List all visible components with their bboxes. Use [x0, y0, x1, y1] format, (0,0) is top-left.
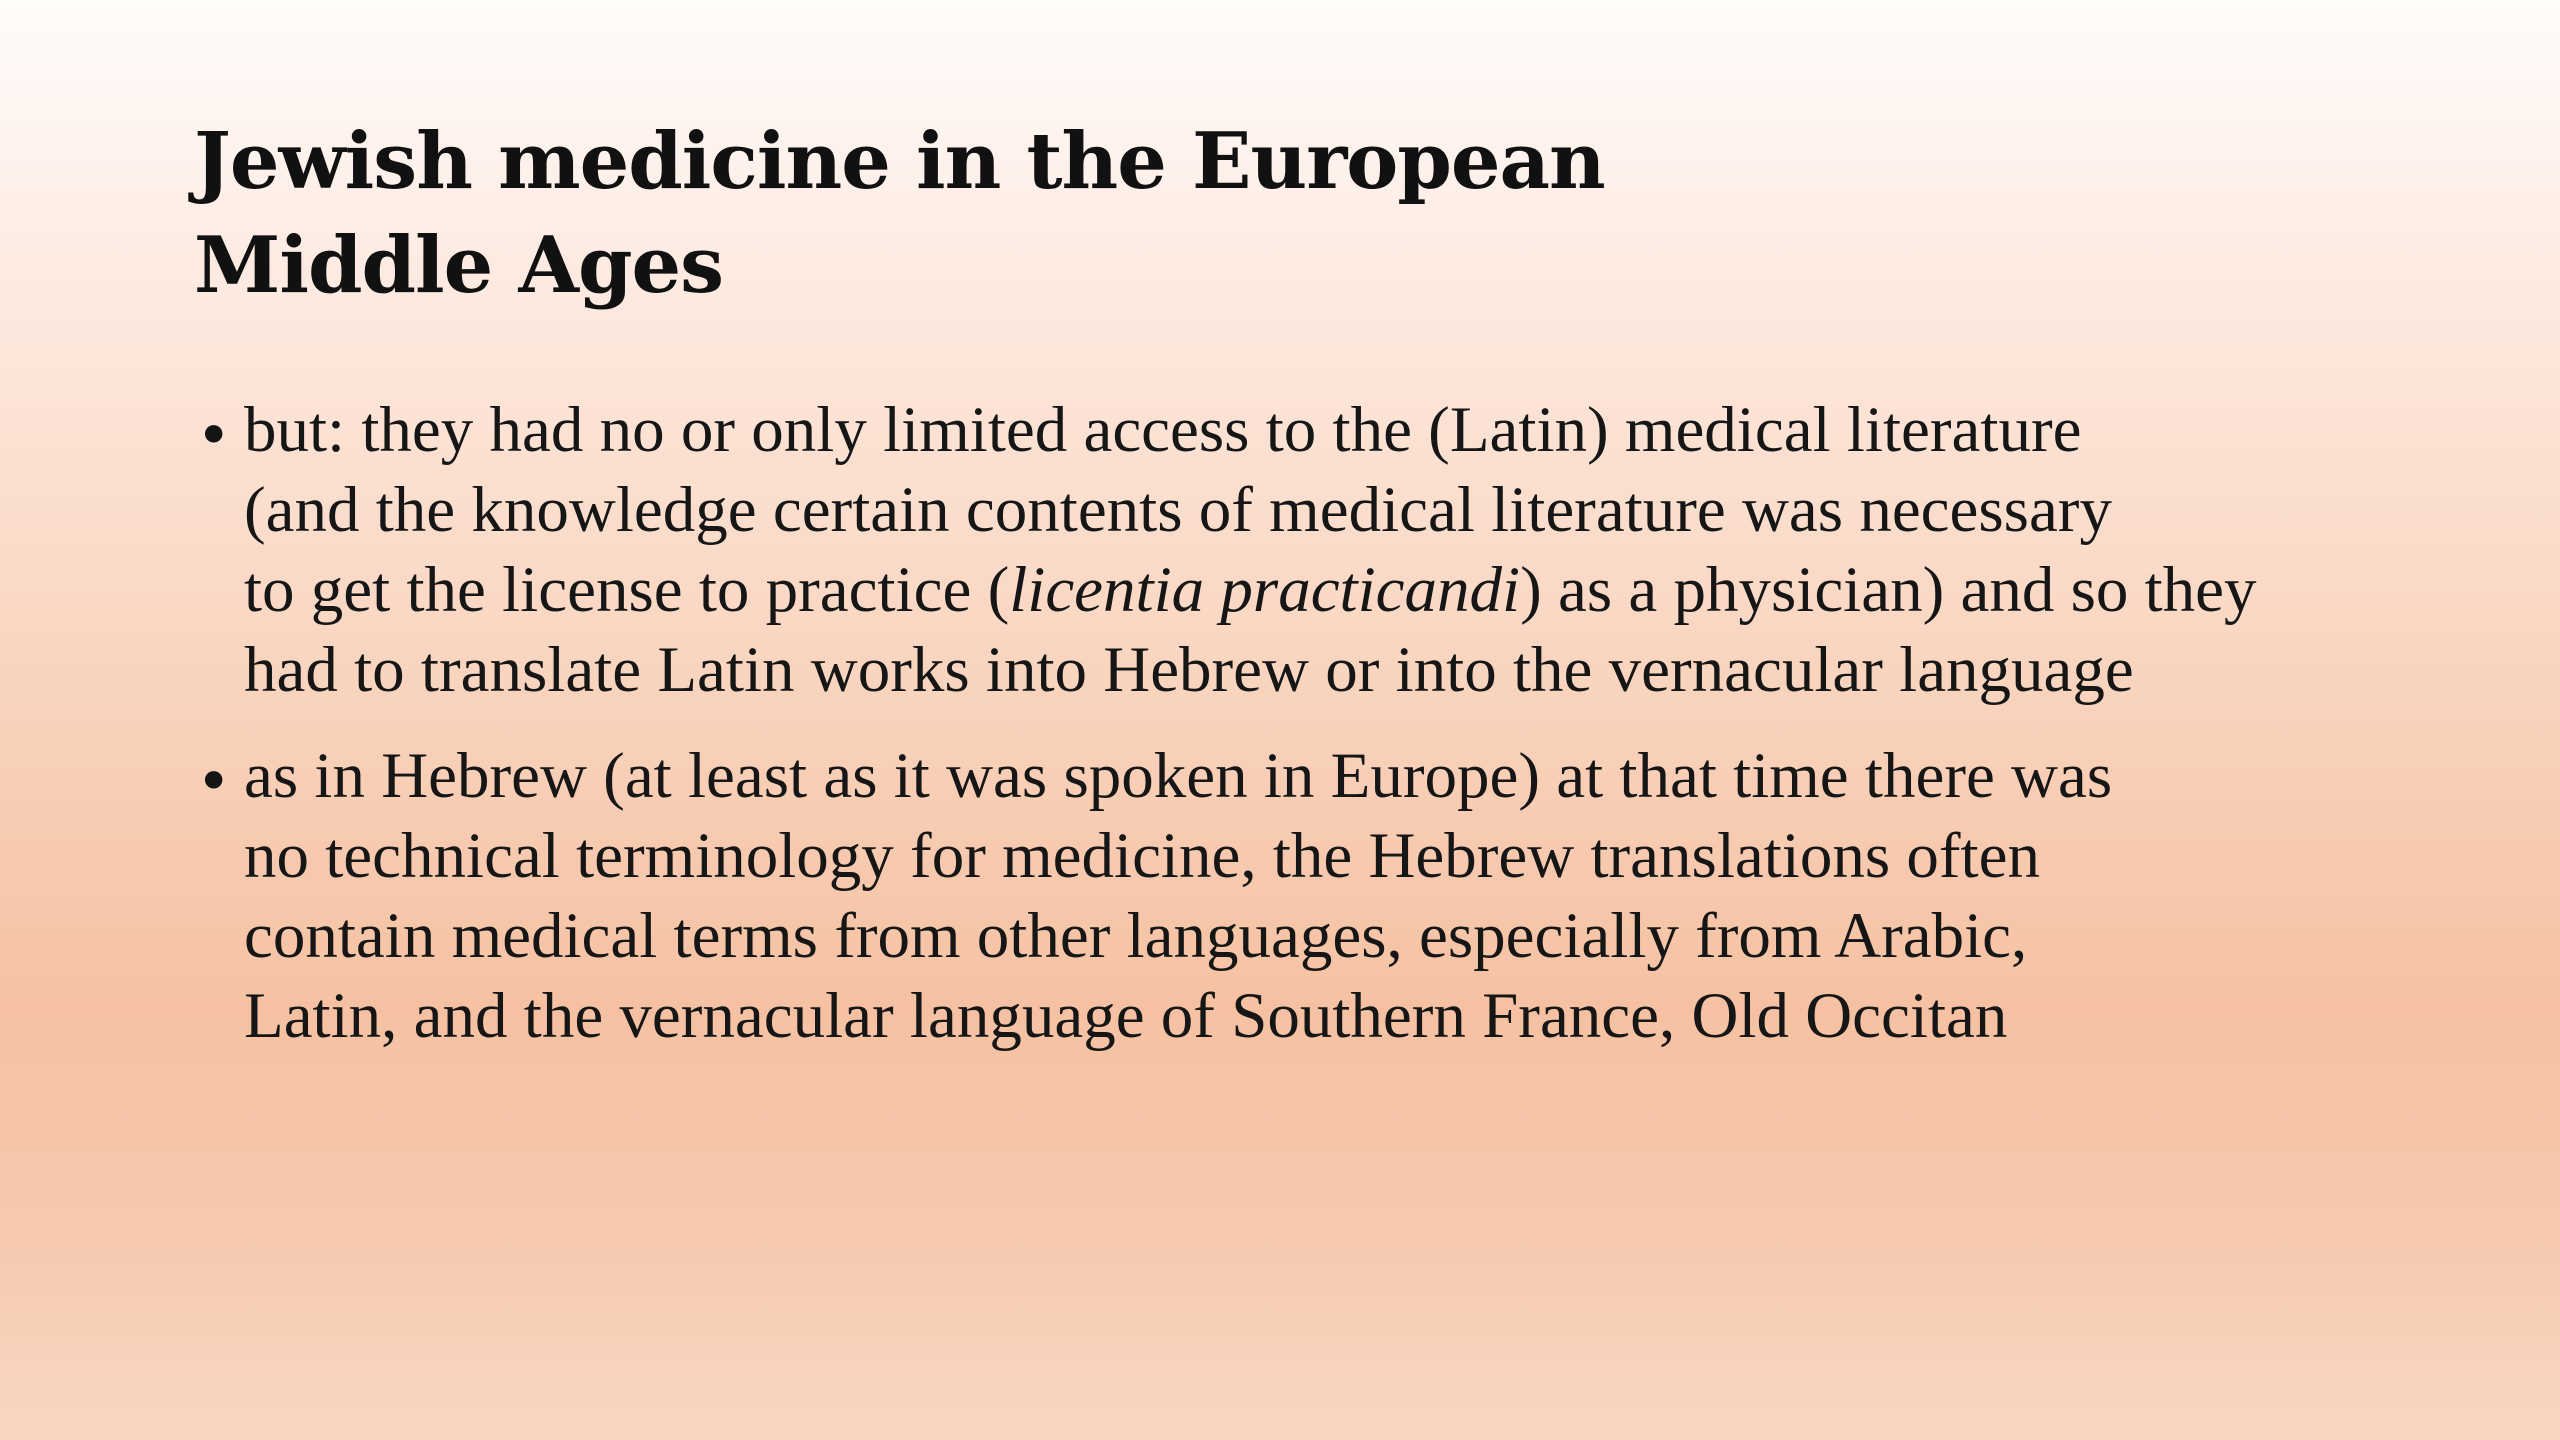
bullet-marker: •: [196, 401, 232, 471]
latin-term: licentia practicandi: [1009, 554, 1521, 626]
bullet-item-2: [194, 736, 2384, 1056]
bullet-1-line-4: had to translate Latin works into Hebrew or into the vernacular language: [244, 634, 2134, 706]
bullet-marker: •: [196, 747, 232, 817]
bullet-2-line-1: as in Hebrew (at least as it was spoken in Europe) at that time there was: [244, 740, 2113, 812]
bullet-2-line-3: contain medical terms from other languages, especially from Arabic,: [244, 900, 2028, 972]
title-line-2: Middle Ages: [194, 220, 724, 311]
title-line-1: Jewish medicine in the European: [194, 116, 1605, 207]
bullet-1-line-3: to get the license to practice (licentia practicandi) as a physician) and so they: [244, 554, 2257, 626]
bullet-1-line-1: but: they had no or only limited access to the (Latin) medical literature: [244, 394, 2082, 466]
slide-title: [194, 110, 1894, 318]
bullet-2-line-2: no technical terminology for medicine, the Hebrew translations often: [244, 820, 2040, 892]
bullet-2-line-4: Latin, and the vernacular language of Southern France, Old Occitan: [244, 980, 2008, 1052]
bullet-1-line-2: (and the knowledge certain contents of medical literature was necessary: [244, 474, 2112, 546]
bullet-item-1: [194, 390, 2384, 710]
bullet-list: [194, 390, 2384, 1082]
